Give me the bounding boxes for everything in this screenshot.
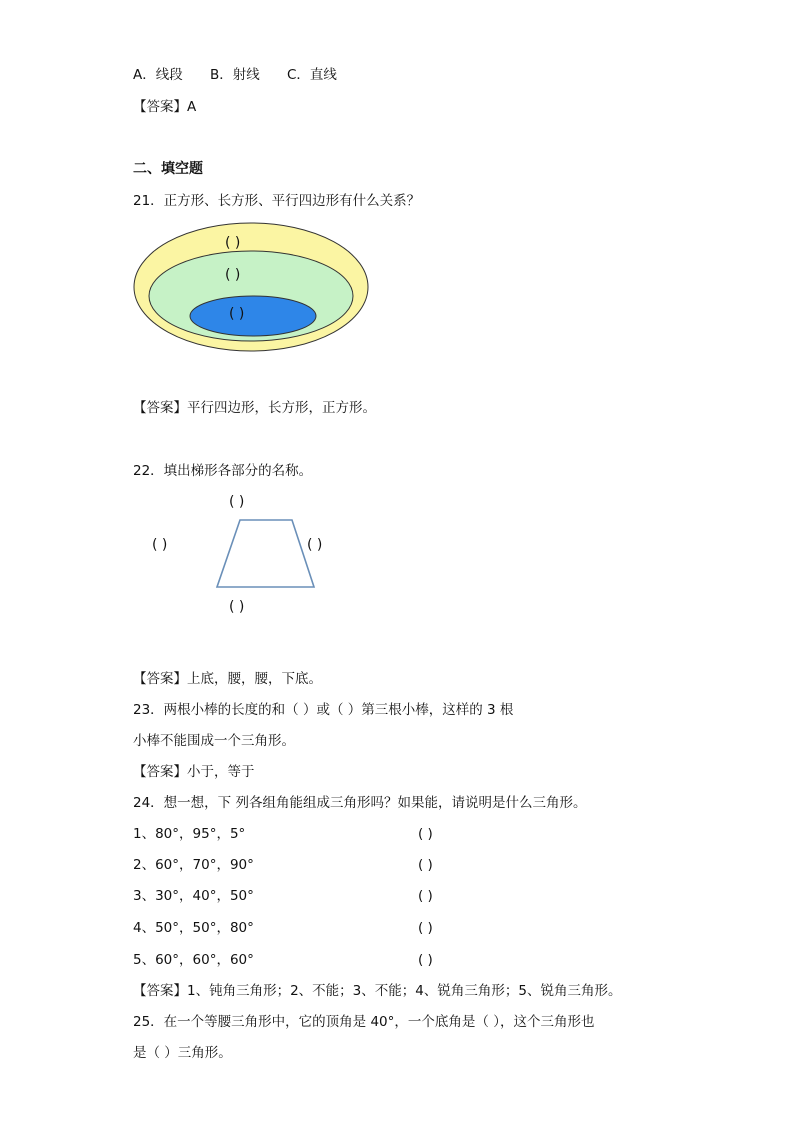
inner-ellipse-square xyxy=(190,296,316,336)
blank-set-4[interactable]: ( ) xyxy=(418,920,433,936)
question-22: 22．填出梯形各部分的名称。 xyxy=(133,463,313,479)
angle-set-5: 5、60°，60°，60° xyxy=(133,952,254,968)
blank-set-5[interactable]: ( ) xyxy=(418,952,433,968)
nested-ellipses-diagram xyxy=(133,220,373,355)
blank-outer[interactable]: ( ) xyxy=(225,235,241,251)
question-23-line1: 23．两根小棒的长度的和（ ）或（ ）第三根小棒，这样的 3 根 xyxy=(133,702,514,718)
question-21: 21．正方形、长方形、平行四边形有什么关系？ xyxy=(133,193,421,209)
blank-bottom-base[interactable]: ( ) xyxy=(229,599,245,615)
trapezoid-diagram xyxy=(210,515,322,593)
blank-top-base[interactable]: ( ) xyxy=(229,494,245,510)
option-b: B．射线 xyxy=(210,67,260,83)
question-25-line1: 25．在一个等腰三角形中，它的顶角是 40°，一个底角是（ ），这个三角形也 xyxy=(133,1014,595,1030)
angle-set-2: 2、60°，70°，90° xyxy=(133,857,254,873)
answer-q20: 【答案】A xyxy=(133,99,197,115)
blank-right-leg[interactable]: ( ) xyxy=(307,537,323,553)
blank-set-1[interactable]: ( ) xyxy=(418,826,433,842)
answer-q21: 【答案】平行四边形，长方形，正方形。 xyxy=(133,400,376,416)
answer-q23: 【答案】小于，等于 xyxy=(133,764,255,780)
angle-set-3: 3、30°，40°，50° xyxy=(133,888,254,904)
option-a: A．线段 xyxy=(133,67,183,83)
option-c: C．直线 xyxy=(287,67,337,83)
answer-q22: 【答案】上底，腰，腰，下底。 xyxy=(133,671,322,687)
blank-middle[interactable]: ( ) xyxy=(225,267,241,283)
blank-inner[interactable]: ( ) xyxy=(229,306,245,322)
blank-set-2[interactable]: ( ) xyxy=(418,857,433,873)
question-23-line2: 小棒不能围成一个三角形。 xyxy=(133,733,295,749)
blank-set-3[interactable]: ( ) xyxy=(418,888,433,904)
angle-set-1: 1、80°，95°，5° xyxy=(133,826,246,842)
question-24: 24．想一想，下 列各组角能组成三角形吗？如果能，请说明是什么三角形。 xyxy=(133,795,587,811)
trapezoid-shape xyxy=(217,520,314,587)
section-title: 二、填空题 xyxy=(133,161,203,177)
answer-q24: 【答案】1、钝角三角形；2、不能；3、不能；4、锐角三角形；5、锐角三角形。 xyxy=(133,983,622,999)
blank-left-leg[interactable]: ( ) xyxy=(152,537,168,553)
angle-set-4: 4、50°，50°，80° xyxy=(133,920,254,936)
question-25-line2: 是（ ）三角形。 xyxy=(133,1045,232,1061)
